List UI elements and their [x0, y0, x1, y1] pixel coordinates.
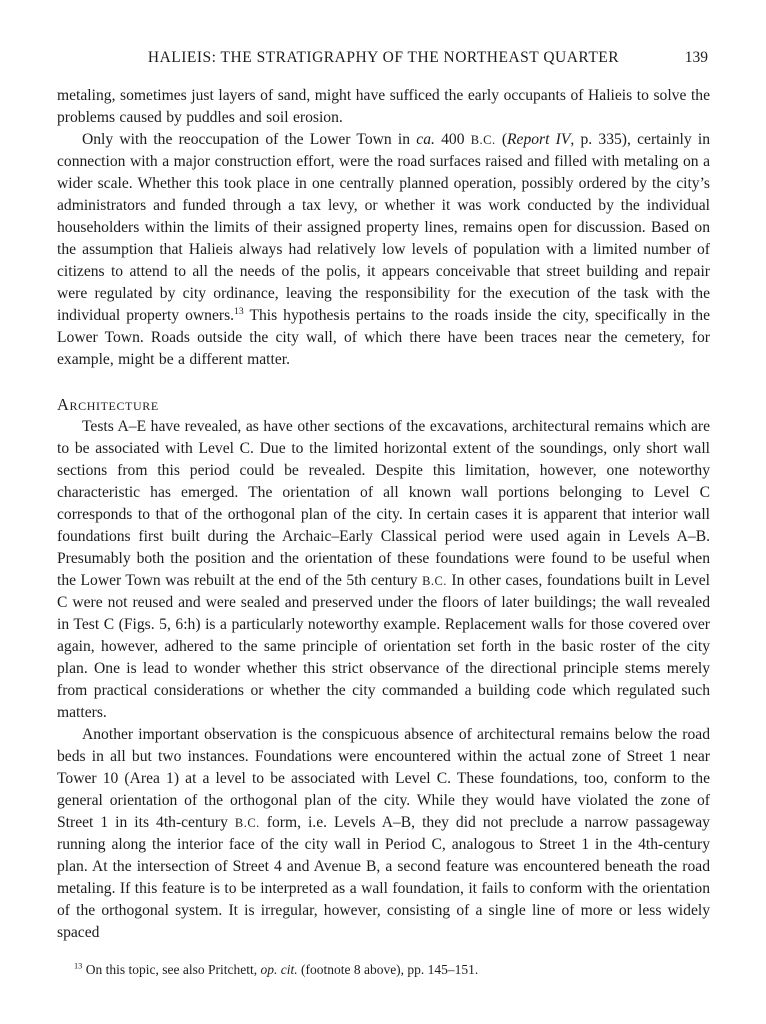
paragraph	[57, 416, 710, 724]
text-segment: In other cases, foundations built in Level C were not reused and were sealed and preserved under the floors of later buildings; the wall revealed in Test C (Figs. 5, 6:h) is a particularly noteworthy example. Replacement walls for those covered over again, however, adhered to the same principle of orientation set forth in the basic roster of the city plan. One is lead to wonder whether this strict observance of the directional principle stems merely from practical considerations or whether the city commanded a building code which regulated such matters.	[57, 572, 710, 721]
text-segment: Another important observation is the conspicuous absence of architectural remains below the road beds in all but two instances. Foundations were encountered within the actual zone of Street 1 near Tower 10 (Area 1) at a level to be associated with Level C. These foundations, too, conform to the general orientation of the orthogonal plan of the city. While they would have violated the zone of Street 1 in its 4th-century	[57, 726, 710, 831]
text-segment: Only with the reoccupation of the Lower Town in	[82, 131, 417, 148]
text-segment: This hypothesis pertains to the roads inside the city, specifically in the Lower Town. Roads outside the city wall, of which there have been traces near the cemetery, for example, might be a different matter.	[57, 307, 711, 368]
section-heading: Architecture	[57, 395, 159, 414]
footnote-marker: 13	[234, 305, 244, 317]
text-segment: Report IV	[507, 131, 571, 148]
paragraph-continuation	[57, 85, 710, 129]
page-title: HALIEIS: THE STRATIGRAPHY OF THE NORTHEAST QUARTER	[147, 49, 620, 66]
text-segment: On this topic, see also Pritchett,	[82, 962, 261, 977]
text-segment: ca.	[416, 131, 435, 148]
text-segment: B.C.	[422, 574, 447, 588]
text-segment: metaling, sometimes just layers of sand, might have sufficed the early occupants of Halieis to solve the problems caused by puddles and soil erosion.	[57, 87, 710, 126]
page-number: 139	[684, 49, 708, 66]
text-segment: B.C.	[234, 816, 260, 830]
text-segment: Tests A–E have revealed, as have other sections of the excavations, architectural remains which are to be associated with Level C. Due to the limited horizontal extent of the soundings, only short wall sections from this period could be revealed. Despite this limitation, however, one noteworthy characteristic has emerged. The orientation of all known wall portions belonging to Level C corresponds to that of the orthogonal plan of the city. In certain cases it is apparent that interior wall foundations first built during the Archaic–Early Classical period were used again in Levels A–B. Presumably both the position and the orientation of these foundations were found to be useful when the Lower Town was rebuilt at the end of the 5th century	[57, 418, 710, 589]
text-segment: (footnote 8 above), pp. 145–151.	[297, 962, 479, 977]
running-head	[57, 49, 710, 67]
text-segment: B.C.	[470, 133, 496, 147]
footnote-marker: 13	[74, 961, 83, 971]
text-segment: (	[495, 131, 508, 148]
footnote	[57, 960, 710, 979]
text-segment: , p. 335), certainly in connection with a major construction effort, were the road surfaces raised and filled with metaling on a wider scale. Whether this took place in one centrally planned operation, possibly ordered by the city’s administrators and funded through a tax levy, or whether it was work conducted by the individual householders within the limits of their assigned property lines, remains open for discussion. Based on the assumption that Halieis always had relatively low levels of population with a limited number of citizens to attend to all the needs of the polis, it appears conceivable that street building and repair were regulated by city ordinance, leaving the responsibility for the execution of the task with the individual property owners.	[57, 131, 710, 324]
paragraph	[57, 129, 710, 371]
text-segment: form, i.e. Levels A–B, they did not preclude a narrow passageway running along the interior face of the city wall in Period C, analogous to Street 1 in the 4th-century plan. At the intersection of Street 4 and Avenue B, a second feature was encountered beneath the road metaling. If this feature is to be interpreted as a wall foundation, it fails to conform with the orientation of the orthogonal system. It is irregular, however, consisting of a single line of more or less widely spaced	[57, 814, 710, 941]
text-segment: 400	[434, 131, 471, 148]
text-segment: op. cit.	[260, 962, 298, 977]
text-block	[57, 85, 710, 979]
paragraph	[57, 724, 710, 944]
